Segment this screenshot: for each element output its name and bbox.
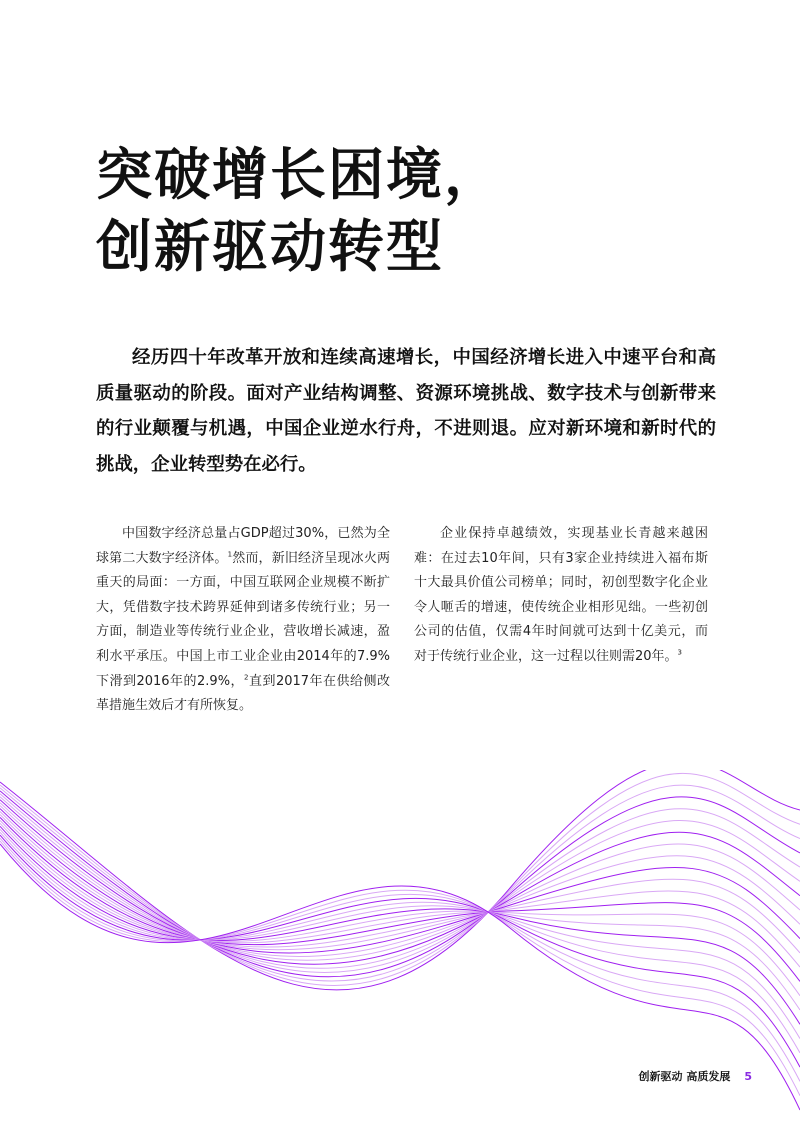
page-title-line-2: 创新驱动转型 bbox=[96, 215, 444, 280]
wave-line bbox=[0, 809, 800, 953]
left-column-paragraph bbox=[96, 522, 390, 719]
footer-label: 创新驱动 高质发展 bbox=[638, 1070, 731, 1083]
wave-line bbox=[0, 803, 800, 961]
wave-line bbox=[0, 829, 800, 1038]
left-column-text-3: 直到2017年在供给侧改革措施生效后才有所恢复。 bbox=[96, 673, 390, 714]
right-column-text-1: 企业保持卓越绩效，实现基业长青越来越困难：在过去10年间，只有3家企业持续进入福布斯十大最具价值公司榜单；同时，初创型数字化企业令人咂舌的增速，使传统企业相形见绌。一些初创公司的估值，仅需4年时间就可达到十亿美元，而对于传统行业企业，这一过程以往则需20年。 bbox=[414, 526, 708, 664]
page-footer bbox=[639, 1068, 753, 1084]
wave-line bbox=[0, 770, 800, 990]
left-column-text-2: 然而，新旧经济呈现冰火两重天的局面：一方面，中国互联网企业规模不断扩大，凭借数字技术跨界延伸到诸多传统行业；另一方面，制造业等传统行业企业，营收增长减速，盈利水平承压。中国上市工业企业由2014年的7.9%下滑到2016年的2.9%， bbox=[96, 550, 390, 689]
footnote-ref-3: 3 bbox=[677, 648, 683, 657]
page-number: 5 bbox=[744, 1070, 752, 1083]
wave-line bbox=[0, 800, 800, 965]
right-column-paragraph bbox=[414, 522, 708, 670]
lead-paragraph: 经历四十年改革开放和连续高速增长，中国经济增长进入中速平台和高质量驱动的阶段。面对产业结构调整、资源环境挑战、数字技术与创新带来的行业颠覆与机遇，中国企业逆水行舟，不进则退。应对新环境和新时代的挑战，企业转型势在必行。 bbox=[96, 347, 716, 475]
left-column-text-1: 中国数字经济总量占GDP超过30%，已然为全球第二大数字经济体。 bbox=[96, 526, 390, 566]
wave-line bbox=[0, 823, 800, 1010]
page-title-line-1: 突破增长困境， bbox=[96, 143, 502, 208]
wave-line bbox=[0, 806, 800, 957]
page-title bbox=[96, 140, 502, 284]
wave-line bbox=[0, 791, 800, 977]
footnote-ref-1: 1 bbox=[227, 550, 233, 559]
footnote-ref-2: 2 bbox=[244, 673, 249, 682]
